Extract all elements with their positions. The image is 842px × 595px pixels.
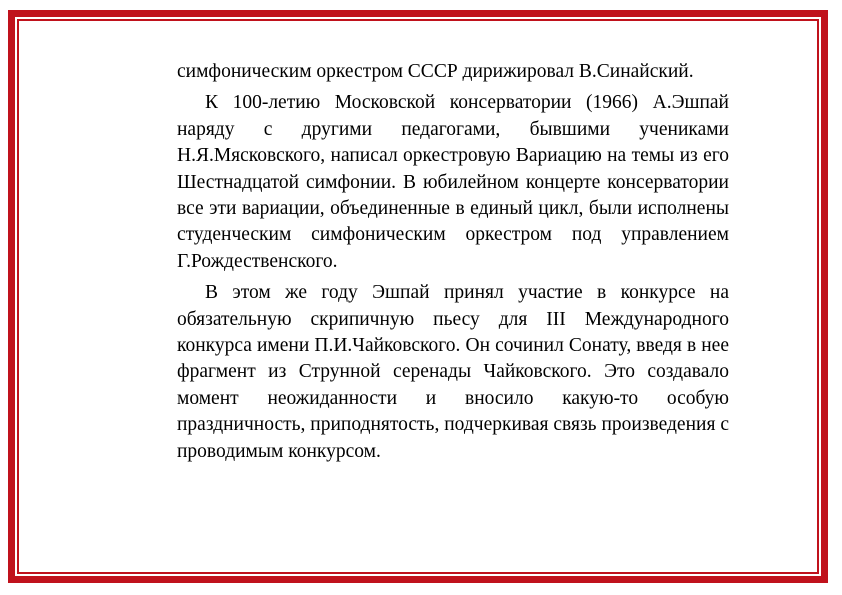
- body-text: [177, 59, 729, 465]
- paragraph-eshpai-sonata: В этом же году Эшпай принял участие в конкурсе на обязательную скрипичную пьесу для III Международного конкурса имени П.И.Чайковского. Он сочинил Сонату, введя в нее фрагмент из Струнной серенады Чайковского. Это создавало момент неожиданности и вносило какую-то особую праздничность, приподнятость, подчеркивая связь произведения с проводимым конкурсом.: [177, 282, 729, 462]
- paragraph-continuation: симфоническим оркестром СССР дирижировал В.Синайский.: [177, 61, 694, 82]
- paragraph-eshpai-variation: К 100-летию Московской консерватории (1966) А.Эшпай наряду с другими педагогами, бывшими учениками Н.Я.Мясковского, написал оркестровую Вариацию на темы из его Шестнадцатой симфонии. В юбилейном концерте консерватории все эти вариации, объединенные в единый цикл, были исполнены студенческим симфоническим оркестром под управлением Г.Рождественского.: [177, 92, 729, 272]
